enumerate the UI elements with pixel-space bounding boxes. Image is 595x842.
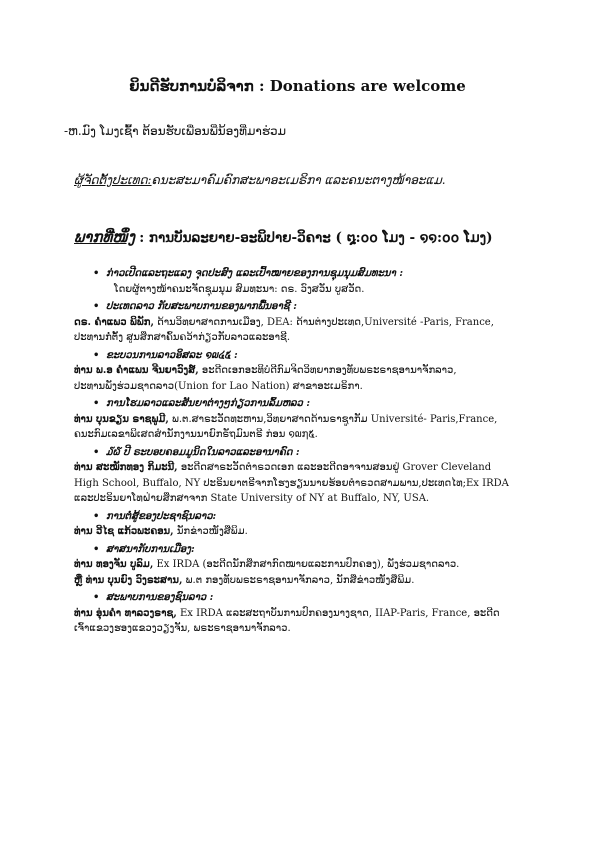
agenda-item-heading <box>74 396 534 412</box>
agenda-item-title: ຂະບວນການລາວອິສລະ ໑໙໔໕ : <box>106 349 238 361</box>
agenda-list <box>74 266 534 639</box>
agenda-item-heading <box>74 266 534 282</box>
agenda-item-detail <box>74 621 534 637</box>
agenda-item-detail <box>74 363 534 379</box>
organizer-line <box>74 173 446 189</box>
bullet-icon: • <box>93 398 100 409</box>
speaker-name: ດຣ. ຄຳແພວ ພິພັກ, <box>74 316 154 328</box>
agenda-item-heading <box>74 348 534 364</box>
speaker-name: ທ່ານ ທອງຈັນ ບູລົມ, <box>74 559 154 570</box>
agenda-item-detail <box>74 460 534 476</box>
agenda-item <box>74 299 534 346</box>
agenda-item <box>74 396 534 443</box>
agenda-item-title: ສະພາບການຂອງຊົນລາວ : <box>106 592 214 603</box>
agenda-item-title: ໓໖ ປີ ຣະບອບຄອມມູນິດໃນລາວແລະອານາຄົດ : <box>106 446 300 458</box>
agenda-item-heading <box>74 590 534 606</box>
agenda-item <box>74 348 534 395</box>
detail-text: ພ.ຕ ກອງທັບພຣະຣາຊອານາຈັກລາວ, ນັກສືຂ່າວໜັງສືພິມ. <box>182 574 415 586</box>
intro-line: -ຫ.ມົງ ໂມງເຊົ້າ ຕ້ອນຮັບເພື່ອນພີ່ນ້ອງທີ່ມາຮ່ວມ <box>64 124 287 138</box>
agenda-item-detail <box>74 379 534 395</box>
agenda-item <box>74 542 534 589</box>
agenda-item-detail <box>74 573 534 589</box>
detail-text: Ex IRDA ແລະສະຖາບັນການປົກຄອງນາງຊາດ, IIAP-Paris, France, ອະດີດ <box>176 607 500 619</box>
agenda-item-detail <box>74 606 534 622</box>
detail-text: ແລະປະຣິນຍາໂທຝ່າຍສຶກສາຈາກ State University of NY at Buffalo, NY, USA. <box>74 493 430 504</box>
speaker-name: ທ່ານ ບຸນຂຽນ ຣາຊພູມີ, <box>74 413 169 425</box>
agenda-item-detail <box>74 524 534 540</box>
agenda-item <box>74 266 534 297</box>
organizer-label: ຜູ້ຈັດຕັ້ງປະເທດ: <box>74 173 152 187</box>
detail-text: ນັກຂ່າວໜັງສືພິມ. <box>173 526 248 537</box>
session-label: ພາກທີ່ໜຶ່ງ <box>74 228 135 246</box>
detail-text: ອະດີດສາຣະວັດຕຳຣວດເອກ ແລະອະດີດອາຈານສອນຢູ່ Grover Cleveland <box>177 462 492 473</box>
bullet-icon: • <box>93 268 100 279</box>
speaker-name: ທ່ານ ອຸ່ນຄຳ ທາລວງຣາຊ, <box>74 607 177 619</box>
page-title: ຍິນດີຮັບການບໍລິຈາກ : Donations are welcome <box>129 77 466 95</box>
agenda-item <box>74 590 534 637</box>
agenda-item-title: ປະເທດລາວ ກັບສະພາບການຂອງພາກພື້ນອາຊີ : <box>106 301 297 312</box>
bullet-icon: • <box>93 543 100 555</box>
agenda-item-heading <box>74 445 534 461</box>
detail-text: ພ.ຕ.ສາຣະວັດທະຫານ,ວິທຍາສາດດ້ານຣາຊູາກັມ Université- Paris,France, <box>168 413 498 425</box>
speaker-name: ທ່ານ ສະໝັກທອງ ກິມະນີ, <box>74 462 178 473</box>
bullet-icon: • <box>93 301 100 312</box>
agenda-item-title: ການໂຮມລາວແລະສັນຍາຕ່າງໆກ່ຽວການລົ້ມຫລວ : <box>106 398 311 409</box>
detail-text: ປະທານພັງຮ່ວມຊາດລາວ(Union for Lao Nation) ສາຂາອະເມຣິກາ. <box>74 380 363 392</box>
bullet-icon: • <box>93 510 100 522</box>
organizer-text: ຄນະສະມາຄົມຄົກສະພາອະເມຣິກາ ແລະຄນະຕາງໜ້າອະແມ. <box>151 173 446 187</box>
detail-text: ປະທານກໍ່ຕັ້ງ ສູນສຶກສາຄົ້ນຄວ້າກ່ຽວກັບລາວແລະອາຊີ. <box>74 332 291 343</box>
session-text: : ການບັນລະຍາຍ-ອະພິປາຍ-ວິຄາະ ( ໘:໐໐ ໂມງ - ໑໑:໐໐ ໂມງ) <box>139 230 493 246</box>
agenda-item-heading <box>74 509 534 525</box>
detail-text: ດ້ານວິທຍາສາດການເມືອງ, DEA: ດ້ານຕ່າງປະເທດ,Université -Paris, France, <box>153 316 494 328</box>
detail-text: ໂດຍຜູ້ຕາງໜ້າຄນະຈັດຊຸມນຸມ ສົມທະນາ: ດຣ. ວົງສວັນ ບູສວັດ. <box>114 283 365 295</box>
bullet-icon: • <box>93 592 100 603</box>
agenda-item-detail <box>74 427 534 443</box>
speaker-name: ທ່ານ ວີໄຊ ແກ້ວພະຄອນ, <box>74 526 174 537</box>
speaker-name: ທ່ານ ພ.ອ ຄຳແພນ ຈີນຍາວົງສ໌, <box>74 365 199 376</box>
agenda-item <box>74 445 534 507</box>
agenda-item-detail <box>74 557 534 573</box>
detail-text: ເຈົ້າແຂວງຮອງແຂວງວຽງຈັນ, ພຣະຣາຊອານາຈັກລາວ. <box>74 623 291 634</box>
session-heading <box>74 227 492 248</box>
bullet-icon: • <box>93 446 100 458</box>
detail-text: ອະດີດເອກອະທິບໍດີກົມຈິດວິທຍາກອງທັບພຣະຣາຊອານາຈັກລາວ, <box>198 365 457 376</box>
bullet-icon: • <box>93 349 100 361</box>
agenda-item-detail <box>74 282 534 298</box>
agenda-item-title: ກ່າວເປີດແລະຖະແລງ ຈຸດປະສົງ ແລະເປົ້າໝາຍຂອງການຊຸມນຸມສົມທະນາ : <box>106 268 404 279</box>
agenda-item-detail <box>74 491 534 507</box>
agenda-item-title: ການຕໍ່ສູ້ຂອງປະຊາຊົນລາວ: <box>106 510 217 522</box>
agenda-item <box>74 509 534 540</box>
speaker-name: ຫຼື ທ່ານ ບຸນຍົງ ວົງຣະສານ, <box>74 574 183 586</box>
agenda-item-title: ສາສນາກັບການເມືອງ: <box>106 543 195 555</box>
detail-text: High School, Buffalo, NY ປະຣິນຍາຕຣີຈາກໂຮງຮຽນນາຍຮ້ອຍຕຳຣວດສາມພານ,ປະເທດໄທ;Ex IRDA <box>74 477 509 489</box>
agenda-item-detail <box>74 412 534 428</box>
detail-text: ຄນະກົມເລຂາພິເສດສຳນັກງານນາຍົກຣັຖມົນຕຣີ ກ່ອນ ໑໙໗໕. <box>74 429 318 440</box>
detail-text: Ex IRDA (ອະດີດນັກສຶກສາກົດໝາຍແລະການປົກຄອງ), ພັງຮ່ວມຊາດລາວ. <box>153 559 460 570</box>
agenda-item-detail <box>74 476 534 492</box>
agenda-item-detail <box>74 315 534 331</box>
agenda-item-heading <box>74 542 534 558</box>
agenda-item-heading <box>74 299 534 315</box>
agenda-item-detail <box>74 330 534 346</box>
